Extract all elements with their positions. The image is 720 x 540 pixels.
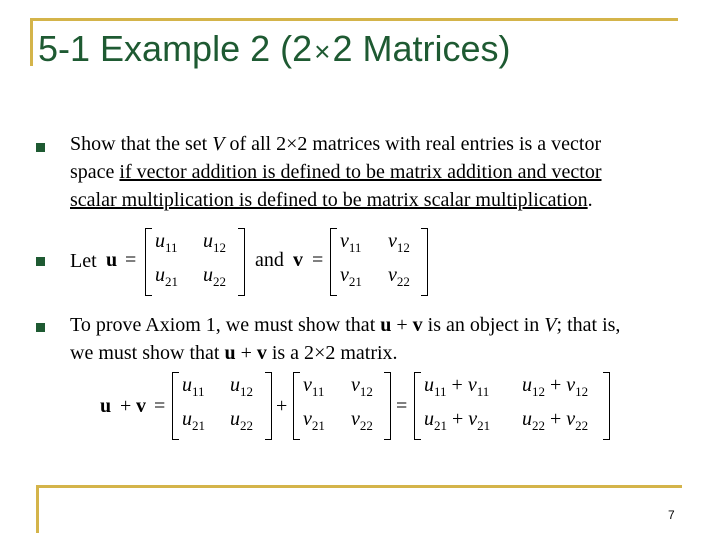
bullet-3-text: To prove Axiom 1, we must show that u + v is an object in V; that is, we must show that u + v is a 2×2 matrix. [70,314,621,364]
sum-matrix-v: $v_{11}$ $v_{12}$ $v_{21}$ $v_{22}$ [293,372,391,440]
bullet-1-text: Show that the set V of all 2×2 matrices with real entries is a vector space if vector addition is defined to be matrix addition and vector scalar multiplication is defined to be matrix scalar multiplication. [70,133,602,211]
bullet-2-let: Let [70,250,97,272]
sum-u-symbol: u [100,395,112,417]
sum-equals-1: = [154,395,166,417]
v-symbol: v [293,249,303,271]
u-symbol: u [106,249,118,271]
and-word: and [255,249,284,271]
bullet-marker-1 [36,143,45,152]
matrix-u: $u_{11}$ $u_{12}$ $u_{21}$ $u_{22}$ [145,228,245,296]
footer-left-border [36,485,39,533]
equals-2: = [312,249,324,271]
sum-v-symbol: v [136,395,146,417]
sum-plus-1: + [120,395,132,417]
sum-matrix-u: $u_{11}$ $u_{12}$ $u_{21}$ $u_{22}$ [172,372,272,440]
bullet-marker-3 [36,323,45,332]
sum-result-matrix: $u_{11} + v_{11}$ $u_{12} + v_{12}$ $u_{21} + v_{21}$ $u_{22} + v_{22}$ [414,372,610,440]
sum-equals-2: = [396,395,408,417]
top-border [30,18,678,21]
equals-1: = [125,249,137,271]
left-border [30,18,33,66]
matrix-v: $v_{11}$ $v_{12}$ $v_{21}$ $v_{22}$ [330,228,428,296]
page-number: 7 [668,508,675,522]
footer-border [36,485,682,488]
slide-title: 5-1 Example 2 (2×2 Matrices) [38,28,511,69]
bullet-marker-2 [36,257,45,266]
sum-plus-2: + [276,395,288,417]
